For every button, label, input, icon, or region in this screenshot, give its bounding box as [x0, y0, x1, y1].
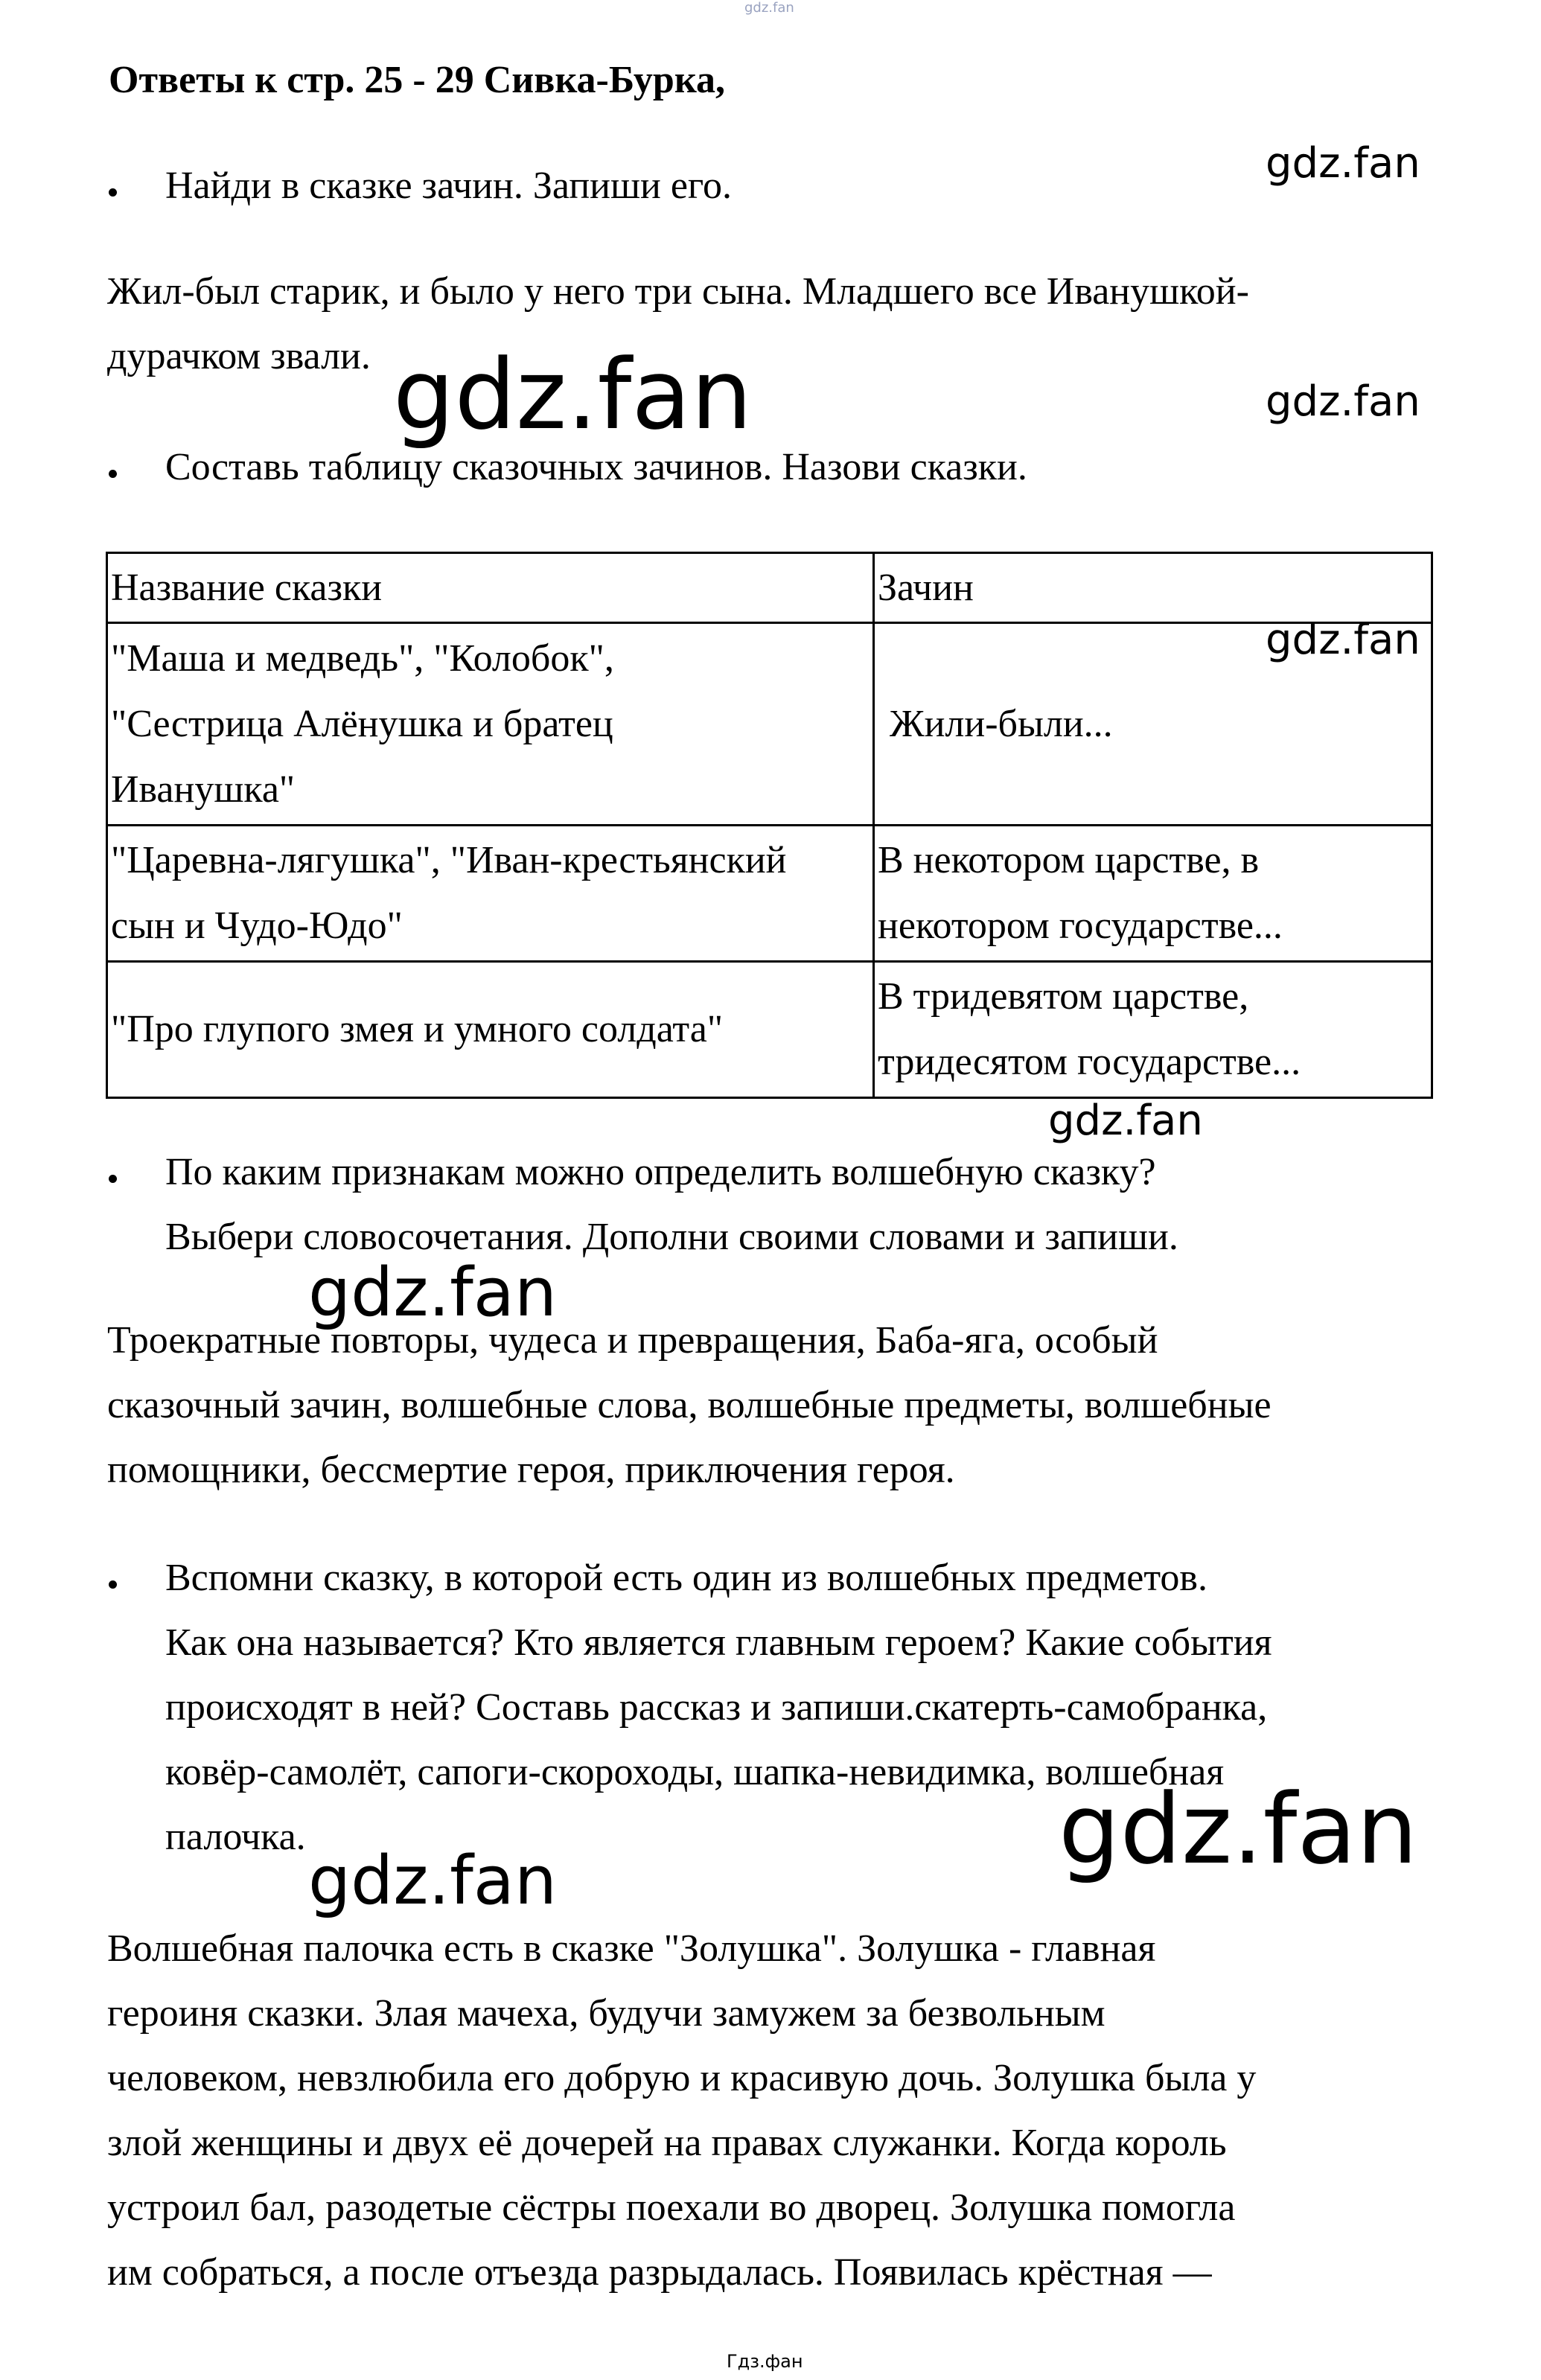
table-cell-name: [107, 826, 874, 962]
watermark: gdz.fan: [393, 338, 753, 451]
watermark: gdz.fan: [1266, 616, 1420, 664]
cell-line: Жили-были...: [890, 702, 1113, 745]
cell-line: В некотором царстве, в: [878, 839, 1260, 881]
question-4-line: палочка.: [165, 1816, 306, 1858]
header-watermark: gdz.fan: [744, 0, 794, 16]
table-cell-name: [107, 962, 874, 1098]
table-cell-opening: [874, 962, 1432, 1098]
question-4-line: Вспомни сказку, в которой есть один из волшебных предметов.: [165, 1557, 1207, 1599]
answer-4-line: злой женщины и двух её дочерей на правах служанки. Когда король: [107, 2122, 1227, 2164]
table-cell-opening: [874, 826, 1432, 962]
watermark: gdz.fan: [1266, 377, 1420, 426]
table-header-row: [107, 553, 1432, 623]
question-1: Найди в сказке зачин. Запиши его.: [165, 165, 732, 207]
table-row: [107, 623, 1432, 826]
answer-3-line: Троекратные повторы, чудеса и превращения, Баба-яга, особый: [107, 1319, 1158, 1362]
cell-line: "Царевна-лягушка", "Иван-крестьянский: [111, 839, 787, 881]
watermark: gdz.fan: [308, 1842, 557, 1920]
answer-4-line: устроил бал, разодетые сёстры поехали во дворец. Золушка помогла: [107, 2186, 1236, 2229]
openings-table: [106, 552, 1433, 1099]
answer-4-line: героиня сказки. Злая мачеха, будучи замужем за безвольным: [107, 1992, 1106, 2035]
bullet-icon: [109, 188, 117, 197]
table-cell-name: [107, 623, 874, 826]
table-row: [107, 962, 1432, 1098]
cell-line: "Маша и медведь", "Колобок",: [111, 637, 614, 680]
cell-line: тридесятом государстве...: [878, 1041, 1301, 1083]
question-4-line: ковёр-самолёт, сапоги-скороходы, шапка-невидимка, волшебная: [165, 1751, 1225, 1793]
watermark: gdz.fan: [308, 1254, 557, 1332]
answer-1-line: Жил-был старик, и было у него три сына. Младшего все Иванушкой-: [107, 270, 1249, 313]
question-2: Составь таблицу сказочных зачинов. Назови сказки.: [165, 446, 1027, 488]
answer-3-line: сказочный зачин, волшебные слова, волшебные предметы, волшебные: [107, 1384, 1272, 1426]
cell-line: "Сестрица Алёнушка и братец: [111, 702, 613, 745]
cell-line: В тридевятом царстве,: [878, 975, 1249, 1018]
watermark: gdz.fan: [1048, 1097, 1203, 1145]
table-header-cell: Название сказки: [107, 553, 874, 623]
answer-4-line: человеком, невзлюбила его добрую и красивую дочь. Золушка была у: [107, 2057, 1257, 2099]
bullet-icon: [109, 470, 117, 478]
table-header-cell: Зачин: [874, 553, 1432, 623]
cell-line: "Про глупого змея и умного солдата": [111, 1008, 724, 1050]
question-3-line: Выбери словосочетания. Дополни своими словами и запиши.: [165, 1216, 1178, 1258]
table-row: [107, 826, 1432, 962]
answer-4-line: Волшебная палочка есть в сказке "Золушка". Золушка - главная: [107, 1927, 1156, 1970]
watermark: gdz.fan: [1266, 139, 1420, 188]
footer-text: Гдз.фан: [727, 2351, 803, 2372]
answer-3-line: помощники, бессмертие героя, приключения героя.: [107, 1449, 955, 1491]
question-3-line: По каким признакам можно определить волшебную сказку?: [165, 1151, 1156, 1193]
cell-line: некотором государстве...: [878, 905, 1283, 947]
question-4-line: происходят в ней? Составь рассказ и запиши.скатерть-самобранка,: [165, 1686, 1268, 1729]
page-title: Ответы к стр. 25 - 29 Сивка-Бурка,: [109, 59, 726, 101]
cell-line: Иванушка": [111, 768, 296, 811]
question-4-line: Как она называется? Кто является главным героем? Какие события: [165, 1621, 1272, 1664]
watermark: gdz.fan: [1059, 1773, 1418, 1886]
answer-4-line: им собраться, а после отъезда разрыдалась. Появилась крёстная —: [107, 2251, 1212, 2294]
cell-line: сын и Чудо-Юдо": [111, 905, 403, 947]
bullet-icon: [109, 1580, 117, 1589]
bullet-icon: [109, 1175, 117, 1183]
answer-1-line: дурачком звали.: [107, 335, 371, 377]
